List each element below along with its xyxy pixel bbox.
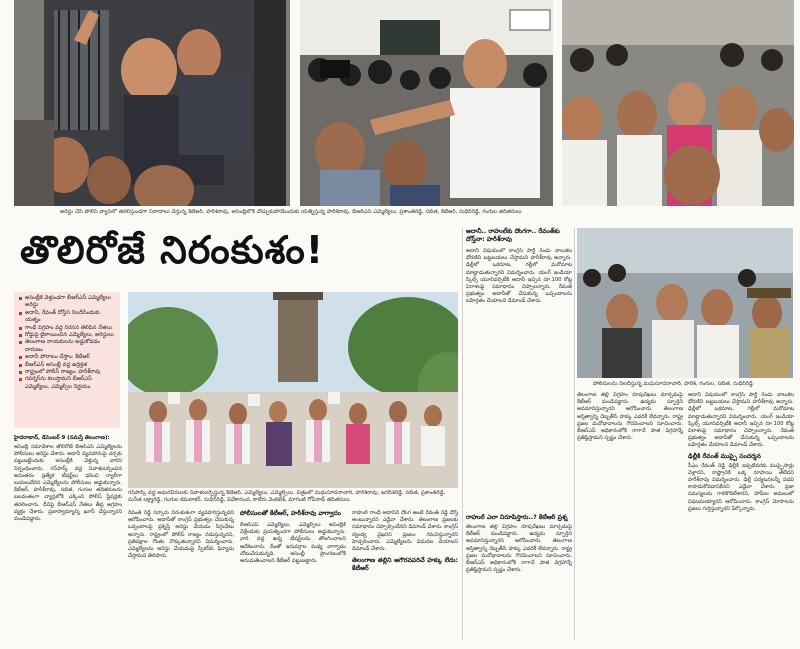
highlight-item: బీఆర్‌ఎస్ అసెంబ్లీ వద్ద ఉద్రిక్తత — [18, 362, 116, 369]
photo-gunpark-protest — [128, 292, 458, 488]
column-5-text: తెలంగాణ తల్లి విగ్రహం రూపురేఖలు మార్చడంపై కేటీఆర్ మండిపడ్డారు. ఉద్యమ స్ఫూర్తిని అవమానిస్తున్నారని ఆరోపించారు. తెలంగాణ అస్తిత్వాన్ని దెబ్బతీసే హక్కు ఎవరికీ లేదన్నారు. రాష్ట్ర ప్రజల మనోభావాలను గౌరవించాలని సూచించారు. బీఆర్‌ఎస్ అధికారంలోకి రాగానే పాత విగ్రహాన్నే ప్రతిష్ఠిస్తామని స్పష్టం చేశారు. — [466, 524, 572, 574]
section-heading-1: పోలీసులతో కేటీఆర్, హరీశ్‌రావు వాగ్వాదం — [240, 510, 341, 517]
lower-left-column: అసెంబ్లీ సమావేశాల తొలిరోజే బీఆర్‌ఎస్ ఎమ్మెల్యేలను పోలీసులు అరెస్టు చేశారు. అదానీ వ్యవహారంపై చర్చకు పట్టుబట్టేందుకు అసెంబ్లీకి వెళ్తున్న వారిని నిర్బంధించారు. గన్‌పార్క్ వద్ద నివాళులర్పించిన అనంతరం ప్రత్యేక టీషర్ట్‌లు ధరించి ర్యాలీగా బయలుదేరిన ఎమ్మెల్యేలను పోలీసులు అడ్డుకున్నారు. కేటీఆర్, హరీశ్‌రావు, సబిత, గంగుల తదితరులను బలవంతంగా వ్యాన్లలోకి ఎక్కించి పోలీస్ స్టేషన్లకు తరలించారు. దీనిపై బీఆర్‌ఎస్ నేతలు తీవ్ర ఆగ్రహం వ్యక్తం చేశారు. ప్రజాస్వామ్యాన్ని ఖూనీ చేస్తున్నారని మండిపడ్డారు. — [14, 444, 122, 523]
column-4-text: రాహుల్ గాంధీ అదానీని దొంగ అంటే రేవంత్ రెడ్డి దోస్త్ అంటున్నారని ఎద్దేవా చేశారు. తెలంగాణ ప్రజలకు సమాధానం చెప్పాల్సిందేనని డిమాండ్ చేశారు. కాంగ్రెస్ ద్వంద్వ వైఖరిని ప్రజలు గమనిస్తున్నారని హెచ్చరించారు. ఎమ్మెల్యేలను విడుదల చేయాలని డిమాండ్ చేశారు. — [352, 510, 458, 553]
column-7-text-a: అదానీ విషయంలో కాంగ్రెస్ పార్టీ రెండు నాలుకల ధోరణిని బట్టబయలు చేస్తామని హరీశ్‌రావు అన్నారు. ఢిల్లీలో ఒకమాట, గల్లీలో మరోమాట మాట్లాడుతున్నారని విమర్శించారు. యంగ్ ఇండియా స్కిల్స్ యూనివర్సిటీకి అదానీ ఇచ్చిన రూ.100 కోట్ల విరాళంపై సమాధానం చెప్పాలన్నారు. రేవంత్ ప్రభుత్వం అదానీతో చేసుకున్న ఒప్పందాలను బహిర్గతం చేయాలని డిమాండ్ చేశారు. — [688, 392, 794, 449]
photo-police-confrontation — [577, 228, 793, 378]
highlight-item: రోడ్డుపై బైఠాయించిన ఎమ్మెల్యేలు, అరెస్టులు — [18, 332, 116, 339]
photo-arrest-van — [14, 0, 290, 206]
column-3: బీఆర్‌ఎస్ ఎమ్మెల్యేలు, ఎమ్మెల్సీలు అసెంబ్లీకి వెళ్లేందుకు ప్రయత్నించగా పోలీసులు అడ్డుకున్నారు. వారి వద్ద ఉన్న టీషర్ట్‌లను తొలగించాలని ఆదేశించారు. దీంతో ఇరువర్గాల మధ్య వాగ్వాదం చోటుచేసుకున్నది. అసెంబ్లీ ప్రాంగణంలోకి అనుమతించాలని కేటీఆర్ పట్టుబట్టారు. — [240, 522, 346, 565]
photo-crowd-harish — [300, 0, 553, 206]
photo-leaders-sitting — [562, 0, 794, 206]
highlight-item: రాష్ట్రంలో పోలీస్ రాజ్యం: హరీశ్‌రావు — [18, 369, 116, 376]
gunpark-caption-text: గన్‌పార్క్ వద్ద అమరవీరులకు నివాళులర్పిస్తున్న కేటీఆర్, ఎమ్మెల్యేలు, ఎమ్మెల్సీలు. చిత్రంలో మధుసూదనాచారి, హరీశ్‌రావు, జగదీశ్‌రెడ్డి, సబిత, ప్రశాంత్‌రెడ్డి, సునీత లక్ష్మారెడ్డి, గంగుల కమలాకర్, సుధీర్‌రెడ్డి, వివేకానంద, కాలేరు వెంకటేశ్, మాగంటి గోపీనాథ్ తదితరులు — [128, 490, 446, 503]
highlight-item: అదానీ, రేవంత్ దోస్తీని నిలదీసేందుకు యత్నం — [18, 310, 116, 325]
column-divider — [462, 228, 463, 640]
highlight-item: గాంధీ విగ్రహం వద్ద నిరసన తెలిపిన నేతలు — [18, 325, 116, 332]
top-photos-caption: అరెస్టు చేసి పోలీస్ వ్యాన్‌లో తరలిస్తుండగా నినాదాలు చేస్తున్న కేటీఆర్, హరీశ్‌రావు, అసెంబ్లీలోకి చొచ్చుకుపోయేందుకు యత్నిస్తున్న హరీశ్‌రావు, బీఆర్‌ఎస్ ఎమ్మెల్యేలు, ప్రశాంత్‌రెడ్డి, సబిత, కేటీఆర్, సుధీర్‌రెడ్డి, గంగుల తదితరులు — [60, 209, 522, 215]
column-7 — [688, 392, 794, 640]
section-heading-3: రాహుల్ ఎలా నిరూపిస్తారు..? కేటీఆర్ ప్రశ్న — [466, 514, 568, 521]
highlight-item: తెలంగాణ నాయకులను అడ్డుకోవడం దారుణం — [18, 339, 116, 354]
column-4 — [352, 510, 458, 640]
highlight-item: అదానీ పోరాటం చేస్తాం: కేటీఆర్ — [18, 354, 116, 361]
highlight-item: అసెంబ్లీకి వెళ్తుండగా బీఆర్‌ఎస్ ఎమ్మెల్యేలు అరెస్టు — [18, 295, 116, 310]
main-headline: తొలిరోజే నిరంకుశం! — [20, 228, 325, 272]
sidebar-heading-2: ఢిల్లీకి రేవంత్ ముప్పై సందర్శన — [688, 452, 761, 460]
highlight-item: గవర్నర్‌ను కలుస్తామని బీఆర్‌ఎస్ ఎమ్మెల్యేలు, ఎమ్మెల్సీల నిర్ణయం — [18, 376, 116, 391]
sidebar-body-1: అదానీ విషయంలో కాంగ్రెస్ పార్టీ రెండు నాలుకల ధోరణిని బట్టబయలు చేస్తామని హరీశ్‌రావు అన్నారు. ఢిల్లీలో ఒకమాట, గల్లీలో మరోమాట మాట్లాడుతున్నారని విమర్శించారు. యంగ్ ఇండియా స్కిల్స్ యూనివర్సిటీకి అదానీ ఇచ్చిన రూ.100 కోట్ల విరాళంపై సమాధానం చెప్పాలన్నారు. రేవంత్ ప్రభుత్వం అదానీతో చేసుకున్న ఒప్పందాలను బహిర్గతం చేయాలని డిమాండ్ చేశారు. — [466, 248, 572, 305]
section-heading-2: తెలంగాణ తల్లిని అగౌరవపరిచే హక్కు లేదు: కేటీఆర్ — [352, 557, 458, 573]
gunpark-photo-caption — [128, 490, 458, 504]
dateline: హైదరాబాద్, డిసెంబర్ 9 (నమస్తే తెలంగాణ): — [14, 435, 110, 441]
sidebar-heading-1: అదానీ.. రాహుల్‌కు దొంగగా.. రేవంత్‌కు దోస్త్‌నా: హరీశ్‌రావు — [466, 228, 560, 243]
column-2: రేవంత్ రెడ్డి సర్కారు నిరంకుశంగా వ్యవహరిస్తున్నదని ఆరోపించారు. అదానీతో కాంగ్రెస్ ప్రభుత్వం చేసుకున్న ఒప్పందాలపై ప్రశ్నిస్తే అరెస్టు చేయడం సిగ్గుచేటు అన్నారు. రాష్ట్రంలో పోలీస్ రాజ్యం నడుస్తున్నదని, ప్రతిపక్షాల గొంతు నొక్కుతున్నారని విమర్శించారు. ఎమ్మెల్యేలను అరెస్టు చేయడంపై స్పీకర్‌కు ఫిర్యాదు చేస్తామని తెలిపారు. — [128, 510, 234, 560]
column-6: తెలంగాణ తల్లి విగ్రహం రూపురేఖలు మార్చడంపై కేటీఆర్ మండిపడ్డారు. ఉద్యమ స్ఫూర్తిని అవమానిస్తున్నారని ఆరోపించారు. తెలంగాణ అస్తిత్వాన్ని దెబ్బతీసే హక్కు ఎవరికీ లేదన్నారు. రాష్ట్ర ప్రజల మనోభావాలను గౌరవించాలని సూచించారు. బీఆర్‌ఎస్ అధికారంలోకి రాగానే పాత విగ్రహాన్నే ప్రతిష్ఠిస్తామని స్పష్టం చేశారు. — [577, 392, 683, 442]
column-divider — [574, 228, 575, 640]
column-5 — [466, 514, 572, 640]
column-7-text-b: సీఎం రేవంత్ రెడ్డి ఢిల్లీకి ఇప్పటివరకు ముప్పైసార్లు వెళ్లారని, రాష్ట్రానికి ఒక్క రూపాయి తేలేదని హరీశ్‌రావు విమర్శించారు. ఢిల్లీ పర్యటనలన్నీ పదవి కాపాడుకోవడానికేనని ఎద్దేవా చేశారు. ప్రజా సమస్యలను గాలికొదిలేశారని, హామీల అమలులో విఫలమయ్యారని ఆరోపించారు. కాంగ్రెస్ మోసాలను ప్రజలు గుర్తిస్తున్నారని పేర్కొన్నారు. — [688, 462, 794, 512]
right-photo-caption: పోలీసులను నిలదీస్తున్న మధుసూదనాచారి, హరీశ్, గంగుల, సబిత, సుధీర్‌రెడ్డి — [593, 381, 753, 387]
highlights-box — [14, 292, 120, 428]
